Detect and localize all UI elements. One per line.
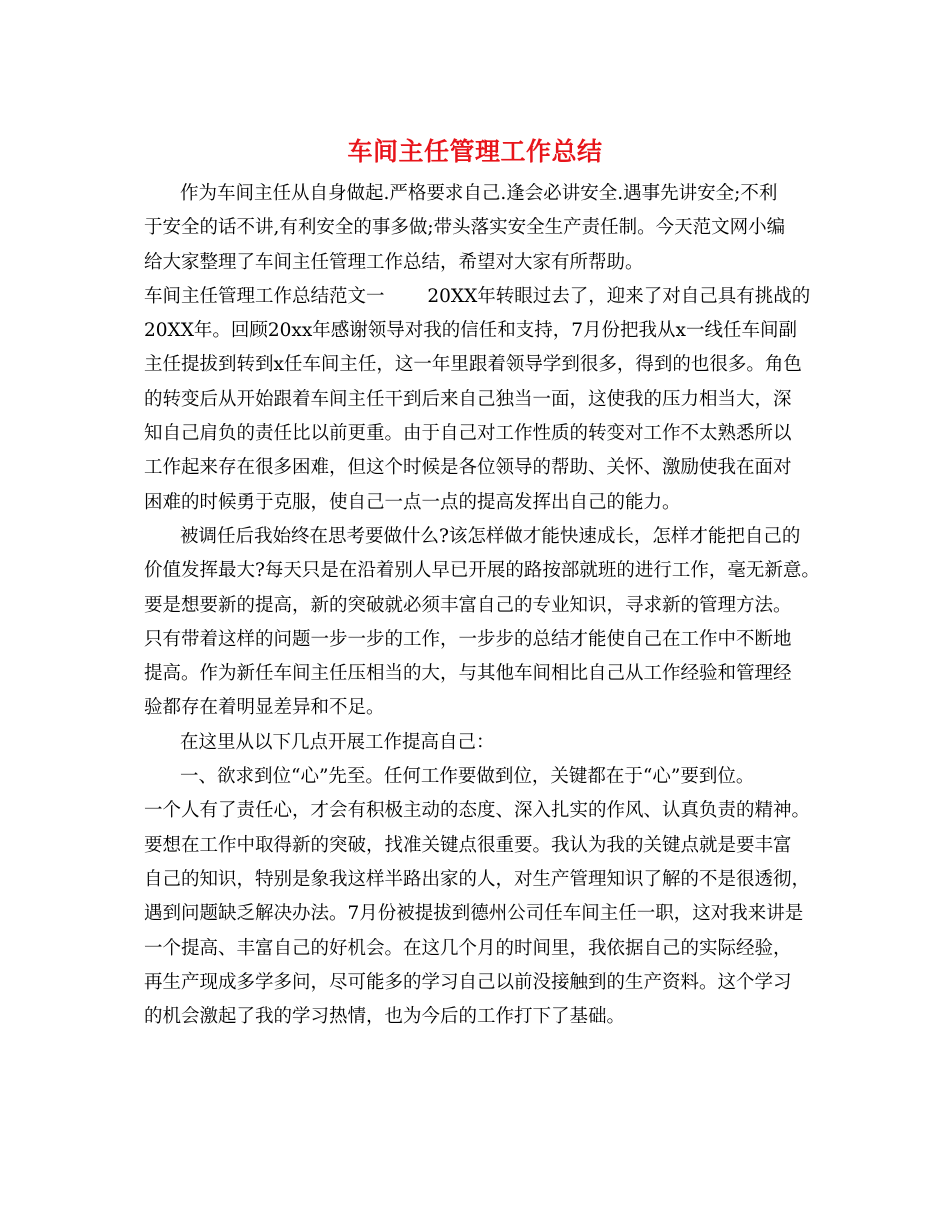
body-line: 一个人有了责任心，才会有积极主动的态度、深入扎实的作风、认真负责的精神。 bbox=[144, 800, 811, 822]
document-title: 车间主任管理工作总结 bbox=[347, 137, 603, 166]
body-line: 要是想要新的提高，新的突破就必须丰富自己的专业知识，寻求新的管理方法。 bbox=[144, 594, 792, 616]
body-line: 给大家整理了车间主任管理工作总结，希望对大家有所帮助。 bbox=[144, 251, 644, 273]
body-line: 只有带着这样的问题一步一步的工作，一步步的总结才能使自己在工作中不断地 bbox=[144, 628, 792, 650]
body-line: 车间主任管理工作总结范文一 20XX年转眼过去了，迎来了对自己具有挑战的 bbox=[144, 285, 811, 307]
body-line: 困难的时候勇于克服，使自己一点一点的提高发挥出自己的能力。 bbox=[144, 491, 681, 513]
body-line: 的转变后从开始跟着车间主任干到后来自己独当一面，这使我的压力相当大，深 bbox=[144, 388, 792, 410]
body-line: 工作起来存在很多困难，但这个时候是各位领导的帮助、关怀、激励使我在面对 bbox=[144, 457, 792, 479]
body-line: 要想在工作中取得新的突破，找准关键点很重要。我认为我的关键点就是要丰富 bbox=[144, 834, 792, 856]
body-line: 自己的知识，特别是象我这样半路出家的人，对生产管理知识了解的不是很透彻， bbox=[144, 868, 811, 890]
body-line: 20XX年。回顾20xx年感谢领导对我的信任和支持，7月份把我从x一线任车间副 bbox=[144, 320, 797, 342]
body-line: 一个提高、丰富自己的好机会。在这几个月的时间里，我依据自己的实际经验， bbox=[144, 937, 792, 959]
body-line: 被调任后我始终在思考要做什么?该怎样做才能快速成长，怎样才能把自己的 bbox=[180, 525, 801, 547]
body-line: 提高。作为新任车间主任压相当的大，与其他车间相比自己从工作经验和管理经 bbox=[144, 663, 792, 685]
body-line: 验都存在着明显差异和不足。 bbox=[144, 697, 385, 719]
body-line: 作为车间主任从自身做起.严格要求自己.逢会必讲安全.遇事先讲安全;不利 bbox=[180, 183, 778, 204]
body-line: 遇到问题缺乏解决办法。7月份被提拔到德州公司任车间主任一职，这对我来讲是 bbox=[144, 903, 804, 925]
body-line: 主任提拔到转到x任车间主任，这一年里跟着领导学到很多，得到的也很多。角色 bbox=[144, 354, 802, 376]
body-line: 的机会激起了我的学习热情，也为今后的工作打下了基础。 bbox=[144, 1006, 626, 1028]
body-line: 价值发挥最大?每天只是在沿着别人早已开展的路按部就班的进行工作，毫无新意。 bbox=[144, 560, 820, 582]
body-line: 一、欲求到位“心”先至。任何工作要做到位，关键都在于“心”要到位。 bbox=[180, 766, 755, 788]
body-line: 于安全的话不讲,有利安全的事多做;带头落实安全生产责任制。今天范文网小编 bbox=[144, 217, 786, 239]
document-body bbox=[144, 177, 824, 1034]
body-line: 在这里从以下几点开展工作提高自己： bbox=[180, 731, 495, 753]
body-line: 再生产现成多学多问，尽可能多的学习自己以前没接触到的生产资料。这个学习 bbox=[144, 971, 792, 993]
body-line: 知自己肩负的责任比以前更重。由于自己对工作性质的转变对工作不太熟悉所以 bbox=[144, 423, 792, 445]
